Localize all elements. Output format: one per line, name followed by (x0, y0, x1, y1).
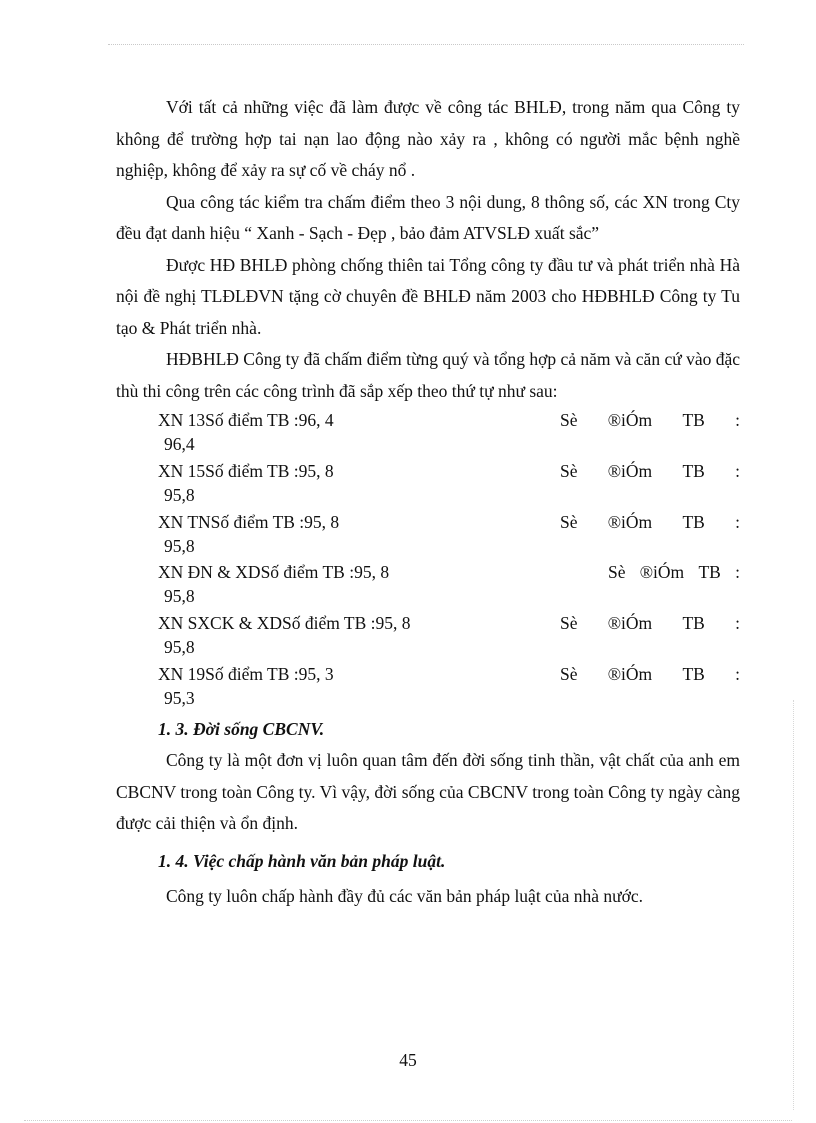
legacy-word: TB (682, 613, 705, 634)
score-row-legacy-text (560, 460, 740, 483)
score-row-value: 96,4 (164, 434, 195, 454)
section-heading-legal-compliance: 1. 4. Việc chấp hành văn bản pháp luật. (158, 850, 446, 871)
legacy-word: TB (682, 460, 705, 481)
legacy-word: TB (682, 663, 705, 684)
score-row-value: 95,8 (164, 535, 195, 556)
score-row (116, 460, 740, 511)
legacy-word: TB (682, 511, 705, 532)
paragraph-inspection: Qua công tác kiểm tra chấm điểm theo 3 nội dung, 8 thông số, các XN trong Cty đều đạt danh hiệu “ Xanh - Sạch - Đẹp , bảo đảm ATVSLĐ xuất sắc” (116, 191, 740, 243)
paragraph-safety-record: Với tất cả những việc đã làm được về công tác BHLĐ, trong năm qua Công ty không để trường hợp tai nạn lao động nào xảy ra , không có người mắc bệnh nghề nghiệp, không để xảy ra sự cố về cháy nổ . (116, 97, 740, 180)
score-row-value: 95,8 (164, 484, 195, 505)
score-row (116, 561, 740, 612)
legacy-word: : (735, 511, 740, 532)
legacy-word: Sè (560, 663, 578, 684)
paragraph-ranking-intro: HĐBHLĐ Công ty đã chấm điểm từng quý và tổng hợp cả năm và căn cứ vào đặc thù thi công trên các công trình đã sắp xếp theo thứ tự như sau: (116, 349, 740, 401)
legacy-word: TB (682, 410, 705, 430)
paragraph-legal-compliance: Công ty luôn chấp hành đầy đủ các văn bản pháp luật của nhà nước. (166, 886, 643, 907)
score-row-legacy-text (560, 663, 740, 686)
score-row-label: XN SXCK & XDSố điểm TB :95, 8 (158, 613, 411, 634)
score-row-label: XN 15Số điểm TB :95, 8 (158, 460, 334, 481)
legacy-word: Sè (560, 410, 578, 430)
section-heading-living-conditions: 1. 3. Đời sống CBCNV. (158, 718, 325, 739)
score-row (116, 663, 740, 714)
paragraph-award: Được HĐ BHLĐ phòng chống thiên tai Tổng công ty đầu tư và phát triển nhà Hà nội đề nghị TLĐLĐVN tặng cờ chuyên đề BHLĐ năm 2003 cho HĐBHLĐ Công ty Tu tạo & Phát triển nhà. (116, 254, 740, 338)
legacy-word: ®iÓm (607, 511, 653, 532)
legacy-word: Sè (560, 460, 578, 481)
score-row-legacy-text (560, 511, 740, 534)
score-row-label: XN TNSố điểm TB :95, 8 (158, 511, 340, 532)
page-border-right (793, 700, 794, 1110)
legacy-word: : (735, 663, 740, 684)
spacer (116, 840, 740, 844)
score-row-legacy-text (608, 561, 740, 584)
legacy-word: Sè (560, 511, 578, 532)
score-row-legacy-text (560, 612, 740, 635)
document-body (116, 92, 740, 913)
score-row-label: XN 19Số điểm TB :95, 3 (158, 663, 334, 684)
score-row (116, 612, 740, 663)
score-row-value: 95,8 (164, 586, 195, 607)
legacy-word: ®iÓm (607, 460, 653, 481)
legacy-word: Sè (560, 613, 578, 634)
page-border-bottom (24, 1120, 792, 1121)
score-row-label: XN ĐN & XDSố điểm TB :95, 8 (158, 562, 390, 583)
score-list (116, 409, 740, 714)
legacy-word: TB (698, 562, 721, 583)
legacy-word: ®iÓm (639, 562, 685, 583)
legacy-word: Sè (608, 562, 626, 583)
legacy-word: : (735, 562, 740, 583)
legacy-word: ®iÓm (607, 410, 653, 430)
score-row-value: 95,8 (164, 637, 195, 658)
legacy-word: ®iÓm (607, 663, 653, 684)
score-row-legacy-text (560, 409, 740, 432)
score-row-value: 95,3 (164, 687, 195, 708)
legacy-word: : (735, 613, 740, 634)
legacy-word: : (735, 410, 740, 430)
score-row (116, 511, 740, 562)
paragraph-living-conditions: Công ty là một đơn vị luôn quan tâm đến đời sống tinh thần, vật chất của anh em CBCNV trong toàn Công ty. Vì vậy, đời sống của CBCNV trong toàn Công ty ngày càng được cải thiện và ổn định. (116, 750, 740, 834)
page-border-top (108, 44, 744, 45)
page-number: 45 (399, 1050, 417, 1070)
score-row-label: XN 13Số điểm TB :96, 4 (158, 410, 334, 430)
legacy-word: ®iÓm (607, 613, 653, 634)
score-row (116, 409, 740, 460)
legacy-word: : (735, 460, 740, 481)
